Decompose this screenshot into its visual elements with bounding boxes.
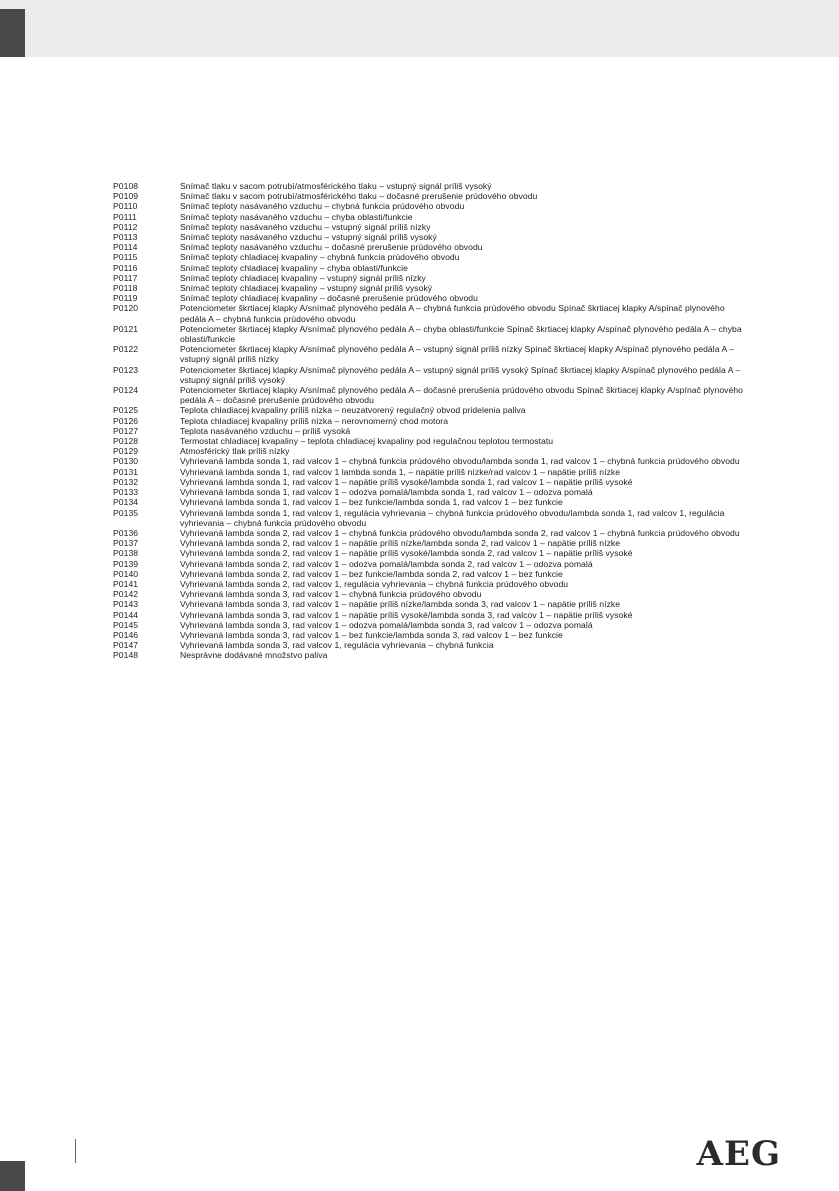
- error-code: P0135: [113, 507, 139, 518]
- code-row: [113, 222, 753, 232]
- code-row: [113, 528, 753, 538]
- error-code: P0143: [113, 599, 139, 610]
- error-description: Vyhrievaná lambda sonda 2, rad valcov 1 – odozva pomalá/lambda sonda 2, rad valcov 1 – odozva pomalá: [180, 558, 593, 569]
- code-row: [113, 191, 753, 201]
- footer-divider: [75, 1139, 76, 1163]
- error-description: Vyhrievaná lambda sonda 1, rad valcov 1 – bez funkcie/lambda sonda 1, rad valcov 1 – bez funkcie: [180, 497, 563, 508]
- error-description: Teplota nasávaného vzduchu – príliš vysoká: [180, 425, 351, 436]
- code-row: [113, 487, 753, 497]
- error-description: Vyhrievaná lambda sonda 1, rad valcov 1 – odozva pomalá/lambda sonda 1, rad valcov 1 – odozva pomalá: [180, 487, 593, 498]
- error-description: Snímač teploty nasávaného vzduchu – vstupný signál príliš nízky: [180, 221, 431, 232]
- code-row: [113, 650, 753, 660]
- code-row: [113, 579, 753, 589]
- code-row: [113, 477, 753, 487]
- code-row: [113, 426, 753, 436]
- error-description: Snímač tlaku v sacom potrubí/atmosférického tlaku – dočasné prerušenie prúdového obvodu: [180, 191, 538, 202]
- error-code: P0142: [113, 589, 139, 600]
- error-description: Vyhrievaná lambda sonda 1, rad valcov 1, regulácia vyhrievania – chybná funkcia prúdového obvodu/lambda sonda 1, rad valcov 1, regulácia vyhrievania – chybná funkcia prúdového obvodu: [180, 507, 725, 528]
- code-row: [113, 324, 753, 344]
- code-row: [113, 436, 753, 446]
- code-row: [113, 508, 753, 528]
- error-code: P0127: [113, 425, 139, 436]
- error-code: P0148: [113, 650, 139, 661]
- code-row: [113, 273, 753, 283]
- code-row: [113, 405, 753, 415]
- error-description: Vyhrievaná lambda sonda 1, rad valcov 1 – napätie príliš vysoké/lambda sonda 1, rad valcov 1 – napätie príliš vysoké: [180, 476, 633, 487]
- error-description: Vyhrievaná lambda sonda 3, rad valcov 1, regulácia vyhrievania – chybná funkcia: [180, 640, 494, 651]
- code-row: [113, 610, 753, 620]
- error-code: P0140: [113, 568, 139, 579]
- error-code: P0117: [113, 272, 138, 283]
- code-row: [113, 283, 753, 293]
- aeg-logo: AEG: [696, 1134, 781, 1174]
- error-code: P0147: [113, 640, 139, 651]
- error-code: P0128: [113, 436, 139, 447]
- error-code: P0108: [113, 181, 139, 191]
- error-description: Snímač teploty nasávaného vzduchu – dočasné prerušenie prúdového obvodu: [180, 242, 483, 253]
- error-description: Snímač teploty chladiacej kvapaliny – dočasné prerušenie prúdového obvodu: [180, 293, 478, 304]
- error-code: P0125: [113, 405, 139, 416]
- error-description: Vyhrievaná lambda sonda 3, rad valcov 1 – napätie príliš vysoké/lambda sonda 3, rad valcov 1 – napätie príliš vysoké: [180, 609, 633, 620]
- code-row: [113, 497, 753, 507]
- error-code: P0136: [113, 527, 139, 538]
- error-description: Potenciometer škrtiacej klapky A/snímač plynového pedála A – dočasné prerušenia prúdového obvodu Spínač škrtiacej klapky A/spínač plynového pedála A – dočasné prerušenie prúdového obvodu: [180, 385, 744, 406]
- header-tab: [0, 9, 25, 57]
- error-code: P0116: [113, 262, 138, 273]
- code-row: [113, 303, 753, 323]
- code-row: [113, 232, 753, 242]
- error-code: P0124: [113, 385, 139, 396]
- error-description: Vyhrievaná lambda sonda 1, rad valcov 1 lambda sonda 1, – napätie príliš nízke/rad valcov 1 – napätie príliš nízke: [180, 466, 621, 477]
- code-row: [113, 385, 753, 405]
- code-row: [113, 344, 753, 364]
- footer-tab: [0, 1161, 25, 1191]
- code-row: [113, 467, 753, 477]
- code-row: [113, 446, 753, 456]
- error-description: Potenciometer škrtiacej klapky A/snímač plynového pedála A – vstupný signál príliš nízky Spínač škrtiacej klapky A/spínač plynového pedála A – vstupný signál príliš nízky: [180, 344, 735, 365]
- error-description: Vyhrievaná lambda sonda 3, rad valcov 1 – napätie príliš nízke/lambda sonda 3, rad valcov 1 – napätie príliš nízke: [180, 599, 621, 610]
- error-description: Vyhrievaná lambda sonda 3, rad valcov 1 – bez funkcie/lambda sonda 3, rad valcov 1 – bez funkcie: [180, 629, 563, 640]
- error-description: Snímač teploty nasávaného vzduchu – chyba oblasti/funkcie: [180, 211, 413, 222]
- error-code: P0119: [113, 293, 138, 304]
- error-code: P0138: [113, 548, 139, 559]
- code-row: [113, 620, 753, 630]
- error-description: Vyhrievaná lambda sonda 2, rad valcov 1, regulácia vyhrievania – chybná funkcia prúdového obvodu: [180, 578, 569, 589]
- error-code: P0114: [113, 242, 138, 253]
- code-row: [113, 589, 753, 599]
- code-row: [113, 569, 753, 579]
- error-description: Snímač teploty chladiacej kvapaliny – chyba oblasti/funkcie: [180, 262, 408, 273]
- code-row: [113, 538, 753, 548]
- code-row: [113, 416, 753, 426]
- error-code: P0139: [113, 558, 139, 569]
- error-code: P0113: [113, 232, 138, 243]
- error-code: P0121: [113, 323, 139, 334]
- code-row: [113, 181, 753, 191]
- error-code: P0131: [113, 466, 139, 477]
- error-description: Teplota chladiacej kvapaliny príliš nízka – nerovnomerný chod motora: [180, 415, 449, 426]
- error-code: P0109: [113, 191, 139, 202]
- code-row: [113, 548, 753, 558]
- error-description: Potenciometer škrtiacej klapky A/snímač plynového pedála A – chyba oblasti/funkcie Spínač škrtiacej klapky A/spínač plynového pedála A – chyba oblasti/funkcie: [180, 323, 742, 345]
- error-code: P0129: [113, 446, 139, 457]
- error-code: P0134: [113, 497, 139, 508]
- error-code: P0130: [113, 456, 139, 467]
- error-description: Vyhrievaná lambda sonda 2, rad valcov 1 – bez funkcie/lambda sonda 2, rad valcov 1 – bez funkcie: [180, 568, 563, 579]
- error-code: P0145: [113, 619, 139, 630]
- code-row: [113, 640, 753, 650]
- code-row: [113, 365, 753, 385]
- error-code: P0115: [113, 252, 138, 263]
- code-row: [113, 252, 753, 262]
- error-code: P0110: [113, 201, 138, 212]
- error-description: Snímač teploty chladiacej kvapaliny – chybná funkcia prúdového obvodu: [180, 252, 460, 263]
- error-description: Vyhrievaná lambda sonda 2, rad valcov 1 – napätie príliš vysoké/lambda sonda 2, rad valcov 1 – napätie príliš vysoké: [180, 548, 633, 559]
- code-row: [113, 559, 753, 569]
- code-row: [113, 599, 753, 609]
- error-code-list: [113, 181, 753, 661]
- header-bar: [0, 0, 839, 57]
- error-description: Vyhrievaná lambda sonda 2, rad valcov 1 – chybná funkcia prúdového obvodu/lambda sonda 2, rad valcov 1 – chybná funkcia prúdového obvodu: [180, 527, 740, 538]
- error-code: P0132: [113, 476, 139, 487]
- error-code: P0120: [113, 303, 139, 314]
- error-description: Vyhrievaná lambda sonda 2, rad valcov 1 – napätie príliš nízke/lambda sonda 2, rad valcov 1 – napätie príliš nízke: [180, 538, 621, 549]
- error-description: Snímač teploty chladiacej kvapaliny – vstupný signál príliš nízky: [180, 272, 426, 283]
- code-row: [113, 293, 753, 303]
- error-description: Snímač teploty nasávaného vzduchu – vstupný signál príliš vysoký: [180, 232, 437, 243]
- code-row: [113, 242, 753, 252]
- error-description: Nesprávne dodávané množstvo paliva: [180, 650, 328, 661]
- code-row: [113, 263, 753, 273]
- error-description: Vyhrievaná lambda sonda 3, rad valcov 1 – chybná funkcia prúdového obvodu: [180, 589, 482, 600]
- error-code: P0112: [113, 221, 138, 232]
- error-code: P0133: [113, 487, 139, 498]
- error-code: P0126: [113, 415, 139, 426]
- error-code: P0118: [113, 283, 138, 294]
- error-description: Teplota chladiacej kvapaliny príliš nízka – neuzatvorený regulačný obvod pridelenia paliva: [180, 405, 526, 416]
- error-description: Snímač tlaku v sacom potrubí/atmosférického tlaku – vstupný signál príliš vysoký: [180, 181, 492, 191]
- error-code: P0111: [113, 211, 137, 222]
- error-code: P0123: [113, 364, 139, 375]
- error-description: Termostat chladiacej kvapaliny – teplota chladiacej kvapaliny pod regulačnou teplotou termostatu: [180, 436, 554, 447]
- error-description: Snímač teploty nasávaného vzduchu – chybná funkcia prúdového obvodu: [180, 201, 465, 212]
- error-code: P0144: [113, 609, 139, 620]
- error-description: Snímač teploty chladiacej kvapaliny – vstupný signál príliš vysoký: [180, 283, 433, 294]
- error-description: Potenciometer škrtiacej klapky A/snímač plynového pedála A – chybná funkcia prúdového obvodu Spínač škrtiacej klapky A/spínač plynového pedála A – chybná funkcia prúdového obvodu: [180, 303, 725, 324]
- code-row: [113, 201, 753, 211]
- error-description: Potenciometer škrtiacej klapky A/snímač plynového pedála A – vstupný signál príliš vysoký Spínač škrtiacej klapky A/spínač plynového pedála A – vstupný signál príliš vysoký: [180, 364, 741, 385]
- error-code: P0146: [113, 629, 139, 640]
- code-row: [113, 212, 753, 222]
- error-description: Vyhrievaná lambda sonda 1, rad valcov 1 – chybná funkcia prúdového obvodu/lambda sonda 1, rad valcov 1 – chybná funkcia prúdového obvodu: [180, 456, 740, 467]
- code-row: [113, 456, 753, 466]
- error-description: Atmosférický tlak príliš nízky: [180, 446, 290, 457]
- error-code: P0141: [113, 578, 139, 589]
- code-row: [113, 630, 753, 640]
- error-code: P0122: [113, 344, 139, 355]
- error-code: P0137: [113, 538, 139, 549]
- error-description: Vyhrievaná lambda sonda 3, rad valcov 1 – odozva pomalá/lambda sonda 3, rad valcov 1 – odozva pomalá: [180, 619, 593, 630]
